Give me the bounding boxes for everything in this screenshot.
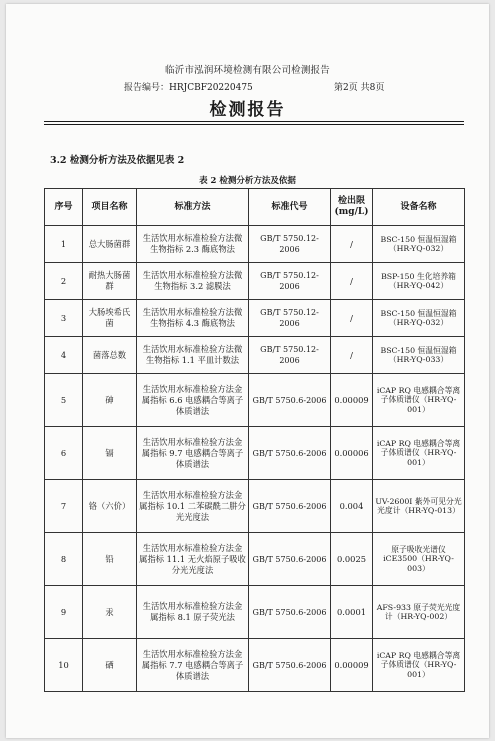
cell-no: 10 (45, 639, 83, 692)
cell-method: 生活饮用水标准检验方法金属指标 11.1 无火焰原子吸收分光光度法 (137, 533, 249, 586)
cell-item: 汞 (83, 586, 137, 639)
cell-equipment: BSC-150 恒温恒湿箱（HR-YQ-033） (373, 337, 465, 374)
table-row (45, 263, 465, 300)
cell-method: 生活饮用水标准检验方法微生物指标 1.1 平皿计数法 (137, 337, 249, 374)
table-caption: 表 2 检测分析方法及依据 (199, 176, 296, 186)
cell-no: 6 (45, 427, 83, 480)
cell-method: 生活饮用水标准检验方法金属指标 9.7 电感耦合等离子体质谱法 (137, 427, 249, 480)
header-method: 标准方法 (137, 189, 249, 226)
cell-no: 7 (45, 480, 83, 533)
cell-no: 8 (45, 533, 83, 586)
cell-item: 铬（六价） (83, 480, 137, 533)
cell-equipment: iCAP RQ 电感耦合等离子体质谱仪（HR-YQ-001） (373, 374, 465, 427)
table-row (45, 533, 465, 586)
cell-method: 生活饮用水标准检验方法微生物指标 2.3 酶底物法 (137, 226, 249, 263)
table-row (45, 226, 465, 263)
cell-no: 4 (45, 337, 83, 374)
cell-item: 砷 (83, 374, 137, 427)
section-heading: 3.2 检测分析方法及依据见表 2 (50, 155, 185, 166)
company-header: 临沂市泓润环境检测有限公司检测报告 (165, 65, 330, 76)
cell-limit: 0.00009 (331, 374, 373, 427)
cell-no: 9 (45, 586, 83, 639)
methods-table (44, 188, 465, 692)
cell-limit: 0.00006 (331, 427, 373, 480)
cell-limit: 0.0001 (331, 586, 373, 639)
cell-code: GB/T 5750.12-2006 (249, 337, 331, 374)
cell-method: 生活饮用水标准检验方法金属指标 10.1 二苯碳酰二肼分光光度法 (137, 480, 249, 533)
table-row (45, 427, 465, 480)
cell-code: GB/T 5750.12-2006 (249, 226, 331, 263)
header-item: 项目名称 (83, 189, 137, 226)
cell-limit: 0.00009 (331, 639, 373, 692)
document-title: 检测报告 (209, 100, 286, 120)
cell-code: GB/T 5750.6-2006 (249, 480, 331, 533)
cell-limit: / (331, 226, 373, 263)
table-row (45, 337, 465, 374)
cell-code: GB/T 5750.6-2006 (249, 427, 331, 480)
report-number: 报告编号：HRJCBF20220475 (124, 83, 253, 93)
cell-equipment: 原子吸收光谱仪 iCE3500（HR-YQ-003） (373, 533, 465, 586)
cell-item: 大肠埃希氏菌 (83, 300, 137, 337)
cell-no: 5 (45, 374, 83, 427)
header-divider (44, 121, 464, 125)
page-indicator: 第2页 共8页 (334, 83, 385, 93)
cell-item: 镉 (83, 427, 137, 480)
cell-equipment: UV-2600I 紫外可见分光光度计（HR-YQ-013） (373, 480, 465, 533)
cell-equipment: iCAP RQ 电感耦合等离子体质谱仪（HR-YQ-001） (373, 639, 465, 692)
cell-method: 生活饮用水标准检验方法金属指标 8.1 原子荧光法 (137, 586, 249, 639)
cell-no: 2 (45, 263, 83, 300)
cell-no: 1 (45, 226, 83, 263)
table-row (45, 639, 465, 692)
header-no: 序号 (45, 189, 83, 226)
cell-no: 3 (45, 300, 83, 337)
table-row (45, 374, 465, 427)
cell-item: 耐热大肠菌群 (83, 263, 137, 300)
cell-code: GB/T 5750.6-2006 (249, 639, 331, 692)
cell-method: 生活饮用水标准检验方法金属指标 7.7 电感耦合等离子体质谱法 (137, 639, 249, 692)
cell-item: 菌落总数 (83, 337, 137, 374)
cell-item: 硒 (83, 639, 137, 692)
cell-equipment: BSC-150 恒温恒湿箱（HR-YQ-032） (373, 300, 465, 337)
cell-code: GB/T 5750.6-2006 (249, 533, 331, 586)
cell-limit: 0.004 (331, 480, 373, 533)
report-page (6, 4, 489, 738)
cell-code: GB/T 5750.12-2006 (249, 300, 331, 337)
cell-equipment: iCAP RQ 电感耦合等离子体质谱仪（HR-YQ-001） (373, 427, 465, 480)
table-row (45, 300, 465, 337)
cell-limit: / (331, 300, 373, 337)
cell-limit: / (331, 263, 373, 300)
cell-item: 铅 (83, 533, 137, 586)
cell-limit: 0.0025 (331, 533, 373, 586)
cell-code: GB/T 5750.6-2006 (249, 586, 331, 639)
cell-method: 生活饮用水标准检验方法金属指标 6.6 电感耦合等离子体质谱法 (137, 374, 249, 427)
header-equipment: 设备名称 (373, 189, 465, 226)
cell-code: GB/T 5750.6-2006 (249, 374, 331, 427)
cell-method: 生活饮用水标准检验方法微生物指标 4.3 酶底物法 (137, 300, 249, 337)
header-code: 标准代号 (249, 189, 331, 226)
header-limit: 检出限(mg/L) (331, 189, 373, 226)
cell-equipment: AFS-933 原子荧光光度计（HR-YQ-002） (373, 586, 465, 639)
cell-method: 生活饮用水标准检验方法微生物指标 3.2 滤膜法 (137, 263, 249, 300)
table-row (45, 586, 465, 639)
cell-equipment: BSC-150 恒温恒湿箱（HR-YQ-032） (373, 226, 465, 263)
cell-equipment: BSP-150 生化培养箱（HR-YQ-042） (373, 263, 465, 300)
cell-item: 总大肠菌群 (83, 226, 137, 263)
cell-limit: / (331, 337, 373, 374)
table-row (45, 480, 465, 533)
cell-code: GB/T 5750.12-2006 (249, 263, 331, 300)
